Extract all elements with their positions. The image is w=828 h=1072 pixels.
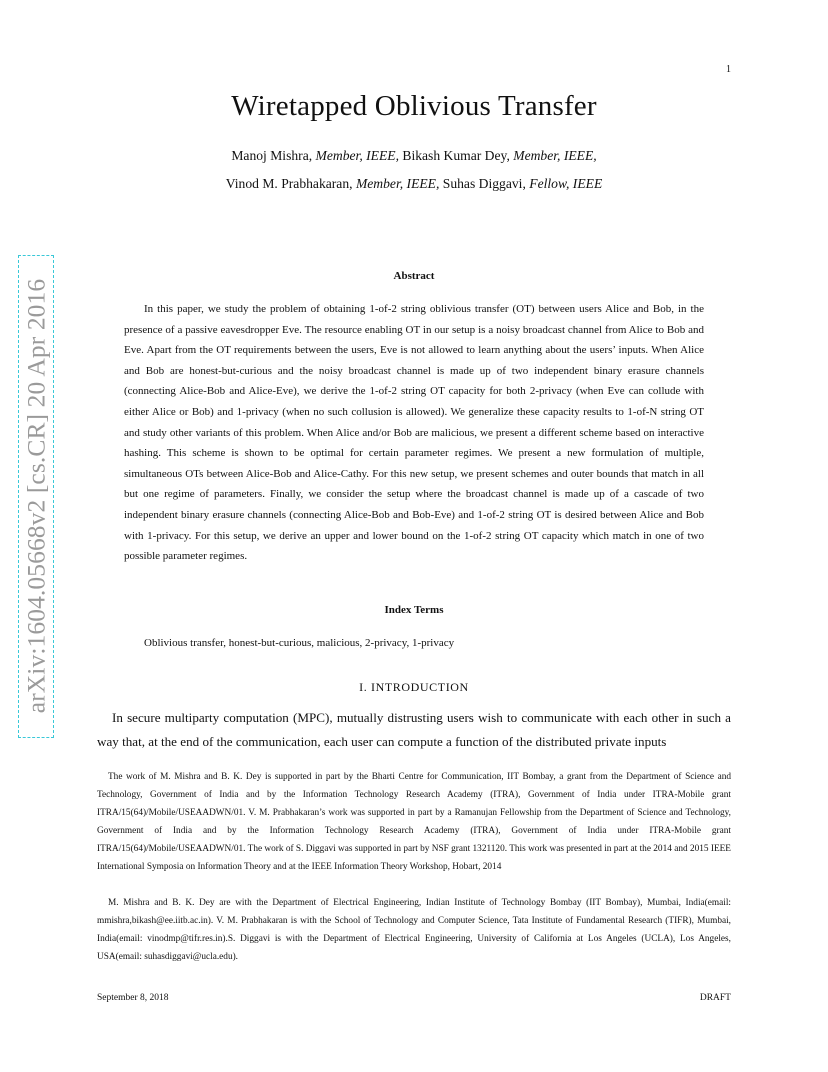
author-role: Member, IEEE, xyxy=(315,148,399,163)
author-line-1 xyxy=(0,148,828,164)
author-role: Fellow, IEEE xyxy=(529,176,603,191)
paper-title: Wiretapped Oblivious Transfer xyxy=(231,90,597,122)
introduction-body: In secure multiparty computation (MPC), mutually distrusting users wish to communicate with each other in such a way that, at the end of the communication, each user can compute a function of the distributed private inputs xyxy=(97,710,731,749)
index-terms-heading: Index Terms xyxy=(384,604,444,616)
author-role: Member, IEEE, xyxy=(355,176,440,191)
footer-date: September 8, 2018 xyxy=(97,993,169,1003)
page-number: 1 xyxy=(726,64,731,75)
introduction-heading: I. INTRODUCTION xyxy=(359,680,469,694)
arxiv-identifier: arXiv:1604.05668v2 [cs.CR] 20 Apr 2016 xyxy=(21,278,51,714)
funding-footnote: The work of M. Mishra and B. K. Dey is supported in part by the Bharti Centre for Communication, IIT Bombay, a grant from the Department of Science and Technology, Government of India and by the Information Technology Research Academy (ITRA), Government of India under ITRA-Mobile grant ITRA/15(64)/Mobile/USEAADWN/01. V. M. Prabhakaran’s work was supported in part by a Ramanujan Fellowship from the Department of Science and Technology, Government of India and by the Information Technology Research Academy (ITRA), Government of India under ITRA-Mobile grant ITRA/15(64)/Mobile/USEAADWN/01. The work of S. Diggavi was supported in part by NSF grant 1321120. This work was presented in part at the 2014 and 2015 IEEE International Symposia on Information Theory and at the IEEE Information Theory Workshop, Hobart, 2014 xyxy=(97,772,731,872)
author-name: Bikash Kumar Dey, xyxy=(402,148,510,163)
author-line-2 xyxy=(0,176,828,192)
affiliation-footnote: M. Mishra and B. K. Dey are with the Department of Electrical Engineering, Indian Institute of Technology Bombay (IIT Bombay), Mumbai, India(email: mmishra,bikash@ee.iitb.ac.in). V. M. Prabhakaran is with the School of Technology and Computer Science, Tata Institute of Fundamental Research (TIFR), Mumbai, India(email: vinodmp@tifr.res.in).S. Diggavi is with the Department of Electrical Engineering, University of California at Los Angeles (UCLA), Los Angeles, USA(email: suhasdiggavi@ucla.edu). xyxy=(97,898,731,962)
abstract-heading: Abstract xyxy=(393,270,435,282)
index-terms-body: Oblivious transfer, honest-but-curious, malicious, 2-privacy, 1-privacy xyxy=(144,637,455,649)
author-name: Vinod M. Prabhakaran, xyxy=(225,176,353,191)
author-name: Suhas Diggavi, xyxy=(442,176,526,191)
footer-status: DRAFT xyxy=(699,993,731,1003)
abstract-body: In this paper, we study the problem of obtaining 1-of-2 string oblivious transfer (OT) between users Alice and Bob, in the presence of a passive eavesdropper Eve. The resource enabling OT in our setup is a noisy broadcast channel from Alice to Bob and Eve. Apart from the OT requirements between the users, Eve is not allowed to learn anything about the users’ inputs. When Alice and Bob are honest-but-curious and the noisy broadcast channel is made up of two independent binary erasure channels (connecting Alice-Bob and Alice-Eve), we derive the 1-of-2 string OT capacity for both 2-privacy (when Eve can collude with either Alice or Bob) and 1-privacy (when no such collusion is allowed). We generalize these capacity results to 1-of-N string OT and study other variants of this problem. When Alice and/or Bob are malicious, we present a different scheme based on interactive hashing. This scheme is shown to be optimal for certain parameter regimes. We present a new formulation of multiple, simultaneous OTs between Alice-Bob and Alice-Cathy. For this new setup, we present schemes and outer bounds that match in all but one regime of parameters. Finally, we consider the setup where the broadcast channel is made up of a cascade of two independent binary erasure channels (connecting Alice-Bob and Bob-Eve) and 1-of-2 string OT is desired between Alice and Bob with 1-privacy. For this setup, we derive an upper and lower bound on the 1-of-2 string OT capacity which match in one of two possible parameter regimes. xyxy=(124,303,704,563)
author-role: Member, IEEE, xyxy=(513,148,597,163)
author-name: Manoj Mishra, xyxy=(231,148,313,163)
